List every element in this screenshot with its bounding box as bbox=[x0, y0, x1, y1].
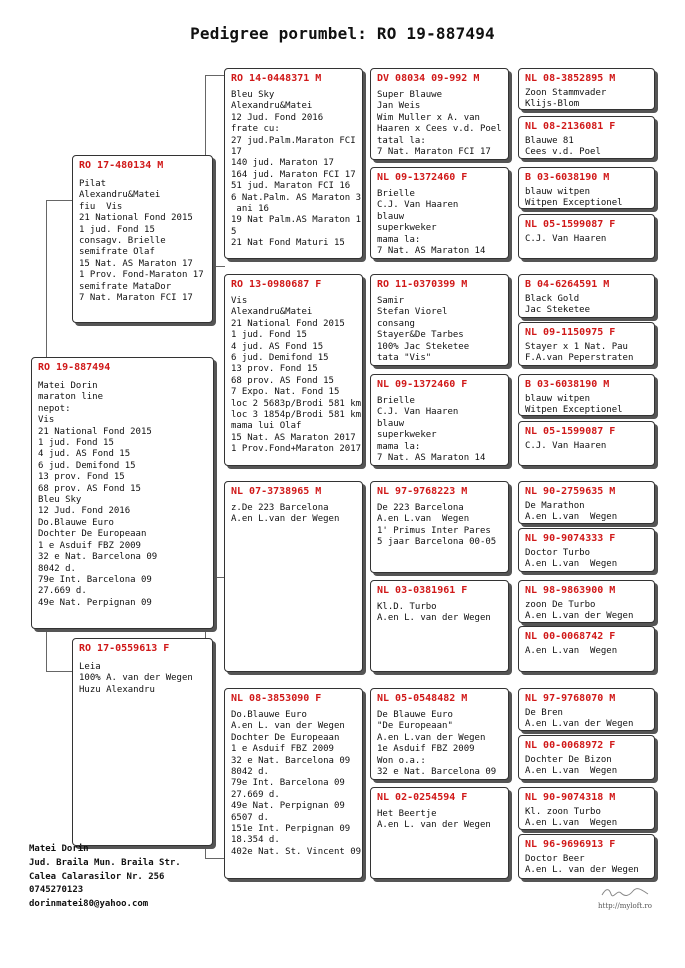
gggp-id: NL 09-1150975 F bbox=[525, 327, 616, 338]
gggp-card-12 bbox=[518, 626, 655, 672]
ggp-id: NL 05-0548482 M bbox=[377, 693, 468, 704]
ggp-card-6 bbox=[370, 580, 509, 672]
gggp-card-11 bbox=[518, 580, 655, 623]
gp-details: Vis Alexandru&Matei 21 National Fond 2015 1 jud. Fond 15 4 jud. AS Fond 15 6 jud. Demifond 15 13 prov. Fond 15 68 prov. AS Fond 15 7 Expo. Nat. Fond 15 loc 2 5683p/Brodi 581 km loc 3 1854p/Brodi 581 km mama lui Olaf 15 Nat. AS Maraton 2017 1 Prov.Fond+Maraton 2017 bbox=[231, 296, 362, 455]
sire-details: Pilat Alexandru&Matei fiu Vis 21 National Fond 2015 1 jud. Fond 15 consagv. Brielle semifrate Olaf 15 Nat. AS Maraton 17 1 Prov. Fond-Maraton 17 semifrate MataDor 7 Nat. Maraton FCI 17 bbox=[79, 179, 204, 304]
gggp-details: De Marathon A.en L.van Wegen bbox=[525, 501, 618, 523]
gggp-id: NL 08-3852895 M bbox=[525, 73, 616, 84]
gp-card-1 bbox=[224, 68, 363, 259]
dam-id: RO 17-0559613 F bbox=[79, 643, 170, 654]
ggp-card-7 bbox=[370, 688, 509, 780]
gp-id: RO 14-0448371 M bbox=[231, 73, 322, 84]
gggp-card-3 bbox=[518, 167, 655, 209]
ggp-id: RO 11-0370399 M bbox=[377, 279, 468, 290]
gp-details: Bleu Sky Alexandru&Matei 12 Jud. Fond 2016 frate cu: 27 jud.Palm.Maraton FCI 17 140 jud. Maraton 17 164 jud. Maraton FCI 17 51 jud. Maraton FCI 16 6 Nat.Palm. AS Maraton 3 ani 16 19 Nat Palm.AS Maraton 1 5 21 Nat Fond Maturi 15 bbox=[231, 90, 362, 249]
gggp-details: C.J. Van Haaren bbox=[525, 441, 607, 451]
gggp-id: NL 98-9863900 M bbox=[525, 585, 616, 596]
gggp-details: Black Gold Jac Steketee bbox=[525, 294, 591, 316]
gggp-id: NL 00-0068742 F bbox=[525, 631, 616, 642]
gggp-card-1 bbox=[518, 68, 655, 110]
sire-id: RO 17-480134 M bbox=[79, 160, 164, 171]
gggp-card-2 bbox=[518, 116, 655, 159]
ggp-details: Het Beertje A.en L. van der Wegen bbox=[377, 809, 491, 831]
ggp-card-5 bbox=[370, 481, 509, 573]
gggp-card-7 bbox=[518, 374, 655, 416]
gp-details: Do.Blauwe Euro A.en L. van der Wegen Dochter De Europeaan 1 e Asduif FBZ 2009 32 e Nat. Barcelona 09 8042 d. 79e Int. Barcelona 09 27.669 d. 49e Nat. Perpignan 09 6507 d. 151e Int. Perpignan 09 18.354 d. 402e Nat. St. Vincent 09 bbox=[231, 710, 362, 857]
subject-details: Matei Dorin maraton line nepot: Vis 21 National Fond 2015 1 jud. Fond 15 4 jud. AS Fond 15 6 jud. Demifond 15 13 prov. Fond 15 68 prov. AS Fond 15 Bleu Sky 12 Jud. Fond 2016 Do.Blauwe Euro Dochter De Europeaan 1 e Asduif FBZ 2009 32 e Nat. Barcelona 09 8042 d. 79e Int. Barcelona 09 27.669 d. 49e Nat. Perpignan 09 bbox=[38, 381, 158, 608]
gggp-details: Doctor Turbo A.en L.van Wegen bbox=[525, 548, 618, 570]
gp-card-3 bbox=[224, 481, 363, 672]
ggp-card-4 bbox=[370, 374, 509, 466]
gggp-card-10 bbox=[518, 528, 655, 572]
gggp-details: zoon De Turbo A.en L.van der Wegen bbox=[525, 600, 634, 622]
gggp-details: Dochter De Bizon A.en L.van Wegen bbox=[525, 755, 618, 777]
ggp-details: Brielle C.J. Van Haaren blauw superkweker mama la: 7 Nat. AS Maraton 14 bbox=[377, 396, 486, 464]
subject-id: RO 19-887494 bbox=[38, 362, 111, 373]
gggp-details: Blauwe 81 Cees v.d. Poel bbox=[525, 136, 601, 158]
site-logo bbox=[598, 886, 652, 911]
ggp-details: Super Blauwe Jan Weis Wim Muller x A. van Haaren x Cees v.d. Poel tatal la: 7 Nat. Maraton FCI 17 bbox=[377, 90, 502, 158]
ggp-id: NL 03-0381961 F bbox=[377, 585, 468, 596]
signature-icon bbox=[600, 886, 650, 898]
gggp-id: B 04-6264591 M bbox=[525, 279, 610, 290]
gggp-details: C.J. Van Haaren bbox=[525, 234, 607, 244]
owner-contact: Matei Dorin Jud. Braila Mun. Braila Str. Calea Calarasilor Nr. 256 0745270123 dorinmatei80@yahoo.com bbox=[29, 844, 181, 910]
gggp-card-15 bbox=[518, 787, 655, 830]
ggp-details: Kl.D. Turbo A.en L. van der Wegen bbox=[377, 602, 491, 624]
gggp-card-16 bbox=[518, 834, 655, 879]
gp-details: z.De 223 Barcelona A.en L.van der Wegen bbox=[231, 503, 340, 525]
subject-card bbox=[31, 357, 214, 629]
ggp-details: De 223 Barcelona A.en L.van Wegen 1' Primus Inter Pares 5 jaar Barcelona 00-05 bbox=[377, 503, 497, 548]
ggp-details: De Blauwe Euro "De Europeaan" A.en L.van der Wegen 1e Asduif FBZ 2009 Won o.a.: 32 e Nat. Barcelona 09 bbox=[377, 710, 497, 778]
gggp-details: blauw witpen Witpen Exceptionel bbox=[525, 187, 623, 209]
gggp-card-4 bbox=[518, 214, 655, 259]
page-title: Pedigree porumbel: RO 19-887494 bbox=[190, 24, 495, 43]
ggp-id: NL 09-1372460 F bbox=[377, 172, 468, 183]
gp-id: NL 07-3738965 M bbox=[231, 486, 322, 497]
gp-card-4 bbox=[224, 688, 363, 879]
ggp-card-1 bbox=[370, 68, 509, 160]
sire-card bbox=[72, 155, 213, 323]
gggp-id: NL 00-0068972 F bbox=[525, 740, 616, 751]
ggp-id: NL 97-9768223 M bbox=[377, 486, 468, 497]
gggp-card-13 bbox=[518, 688, 655, 731]
site-url: http://myloft.ro bbox=[598, 902, 652, 910]
gggp-id: NL 08-2136081 F bbox=[525, 121, 616, 132]
gggp-id: NL 05-1599087 F bbox=[525, 426, 616, 437]
dam-details: Leia 100% A. van der Wegen Huzu Alexandru bbox=[79, 662, 193, 695]
gggp-card-14 bbox=[518, 735, 655, 780]
gggp-id: NL 90-9074318 M bbox=[525, 792, 616, 803]
gggp-details: Stayer x 1 Nat. Pau F.A.van Peperstraten bbox=[525, 342, 634, 364]
gp-card-2 bbox=[224, 274, 363, 466]
gggp-card-6 bbox=[518, 322, 655, 366]
gggp-details: Doctor Beer A.en L. van der Wegen bbox=[525, 854, 639, 876]
gggp-details: Kl. zoon Turbo A.en L.van Wegen bbox=[525, 807, 618, 829]
gggp-details: A.en L.van Wegen bbox=[525, 646, 618, 656]
gggp-id: NL 97-9768070 M bbox=[525, 693, 616, 704]
ggp-details: Samir Stefan Viorel consang Stayer&De Tarbes 100% Jac Steketee tata "Vis" bbox=[377, 296, 470, 364]
dam-card bbox=[72, 638, 213, 846]
gggp-details: De Bren A.en L.van der Wegen bbox=[525, 708, 634, 730]
gp-id: NL 08-3853090 F bbox=[231, 693, 322, 704]
gggp-id: B 03-6038190 M bbox=[525, 172, 610, 183]
ggp-id: DV 08034 09-992 M bbox=[377, 73, 480, 84]
gggp-id: B 03-6038190 M bbox=[525, 379, 610, 390]
gggp-card-8 bbox=[518, 421, 655, 466]
gggp-id: NL 90-2759635 M bbox=[525, 486, 616, 497]
gggp-details: blauw witpen Witpen Exceptionel bbox=[525, 394, 623, 416]
gggp-id: NL 96-9696913 F bbox=[525, 839, 616, 850]
ggp-id: NL 09-1372460 F bbox=[377, 379, 468, 390]
ggp-details: Brielle C.J. Van Haaren blauw superkweker mama la: 7 Nat. AS Maraton 14 bbox=[377, 189, 486, 257]
gggp-card-9 bbox=[518, 481, 655, 524]
gggp-details: Zoon Stammvader Klijs-Blom bbox=[525, 88, 607, 110]
ggp-card-3 bbox=[370, 274, 509, 366]
ggp-id: NL 02-0254594 F bbox=[377, 792, 468, 803]
gggp-id: NL 05-1599087 F bbox=[525, 219, 616, 230]
gp-id: RO 13-0980687 F bbox=[231, 279, 322, 290]
ggp-card-2 bbox=[370, 167, 509, 259]
gggp-id: NL 90-9074333 F bbox=[525, 533, 616, 544]
ggp-card-8 bbox=[370, 787, 509, 879]
gggp-card-5 bbox=[518, 274, 655, 318]
